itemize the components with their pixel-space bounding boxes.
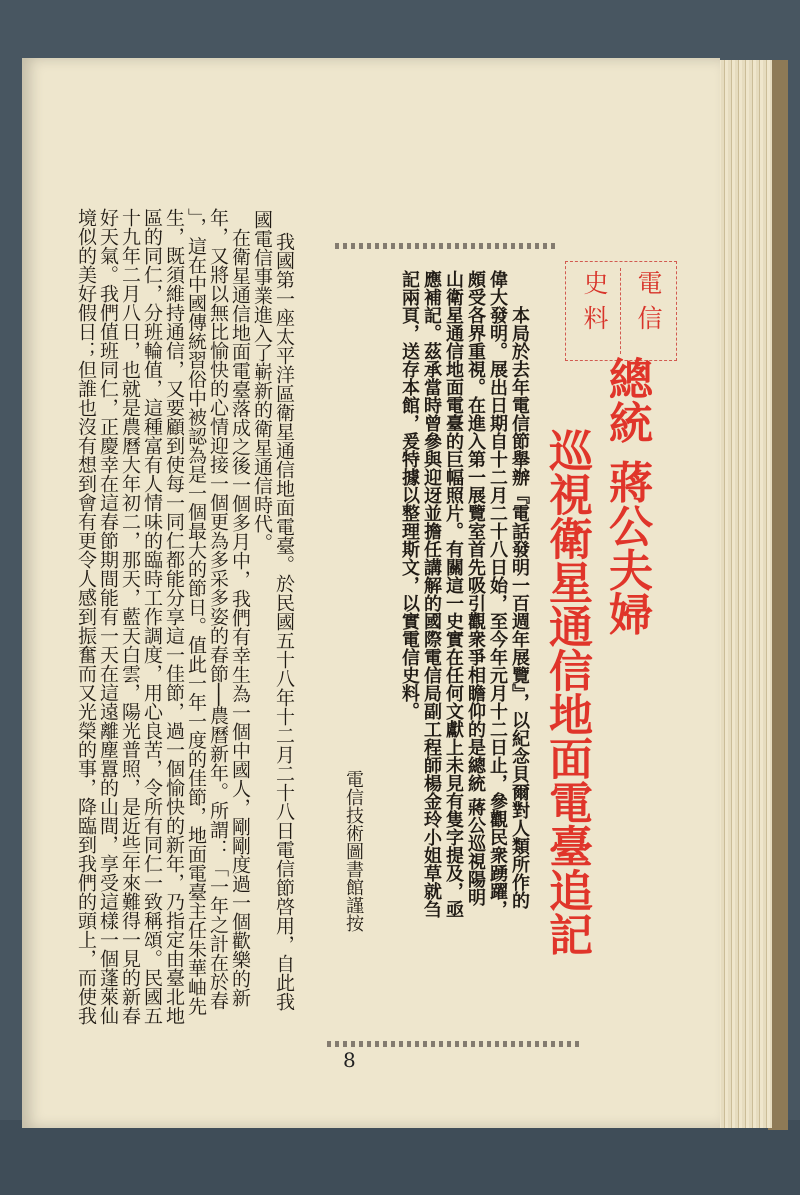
wavy-rule-bottom [327, 1041, 582, 1047]
title-line1: 總統 蔣公夫婦 [601, 356, 652, 636]
intro-line: 應補記。茲承當時曾參與迎迓並擔任講解的國際電信局副工程師楊金玲小姐草就刍 [421, 270, 442, 918]
body-line: 區的同仁，分班輪值，這種富有人情味的臨時工作調度，用心良苦，令所有同仁一致稱頌。民國五 [141, 208, 163, 1025]
section-label-divider [620, 268, 621, 354]
body-line: 好天氣。我們值班同仁，正慶幸在這春節期間能有一天在這遠離塵囂的山間，享受這樣一個蓬萊仙 [97, 208, 119, 1025]
page-number: 8 [343, 1048, 356, 1072]
intro-line: 山衛星通信地面電臺的巨幅照片。有關這一史實在任何文獻上未見有隻字提及，亟 [443, 270, 464, 918]
book-cover [0, 1120, 800, 1195]
wavy-rule-top [335, 243, 557, 249]
page-edges [712, 60, 772, 1128]
section-label-line2: 史料 [580, 270, 609, 340]
body-line: 十九年二月八日，也就是農曆大年初二，那天，藍天白雲，陽光普照，是近些年來難得一見的新春 [119, 208, 141, 1025]
intro-line: 本局於去年電信節舉辦『電話發明一百週年展覽』，以紀念貝爾對人類所作的 [509, 306, 530, 909]
body-line: 生，既須維持通信，又要顧到使每一同仁都能分享這一佳節，過一個愉快的新年，乃指定由臺北地 [163, 208, 185, 1025]
body-line: 境似的美好假日；但誰也沒有想到會有更令人感到振奮而又光榮的事，降臨到我們的頭上，而使我 [75, 208, 97, 1025]
body-line: 在衛星通信地面電臺落成之後一個多月中，我們有幸生為一個中國人，剛剛度過一個歡樂的新 [229, 228, 251, 1007]
intro-line: 記兩頁，送存本館，爰特據以整理斯文，以實電信史料。 [399, 270, 420, 720]
book-page [22, 58, 720, 1128]
intro-line: 頗受各界重視。在進入第一展覽室首先吸引觀衆爭相瞻仰的是總統 蔣公巡視陽明 [465, 270, 486, 907]
body-line: 我國第一座太平洋區衛星通信地面電臺。於民國五十八年十二月二十八日電信節啓用，自此我 [273, 232, 295, 1011]
signature: 電信技術圖書館謹按 [343, 770, 364, 932]
section-label-line1: 電信 [634, 270, 663, 340]
body-line: 年，又將以無比愉快的心情迎接一個更為多采多姿的春節──農曆新年。所謂：「一年之計在於春 [207, 208, 229, 1010]
title-line2: 巡視衛星通信地面電臺追記 [541, 428, 592, 956]
body-line: 」，這在中國傳統習俗中被認為是一個最大的節日。值此一年一度的佳節，地面電臺主任朱華岫先 [185, 208, 207, 1016]
body-line: 國電信事業進入了嶄新的衛星通信時代。 [251, 210, 273, 552]
section-label-box [565, 261, 677, 361]
intro-line: 偉大發明。展出日期自十二月二十八日始，至今年元月十二日止，參觀民衆踴躍， [487, 270, 508, 918]
